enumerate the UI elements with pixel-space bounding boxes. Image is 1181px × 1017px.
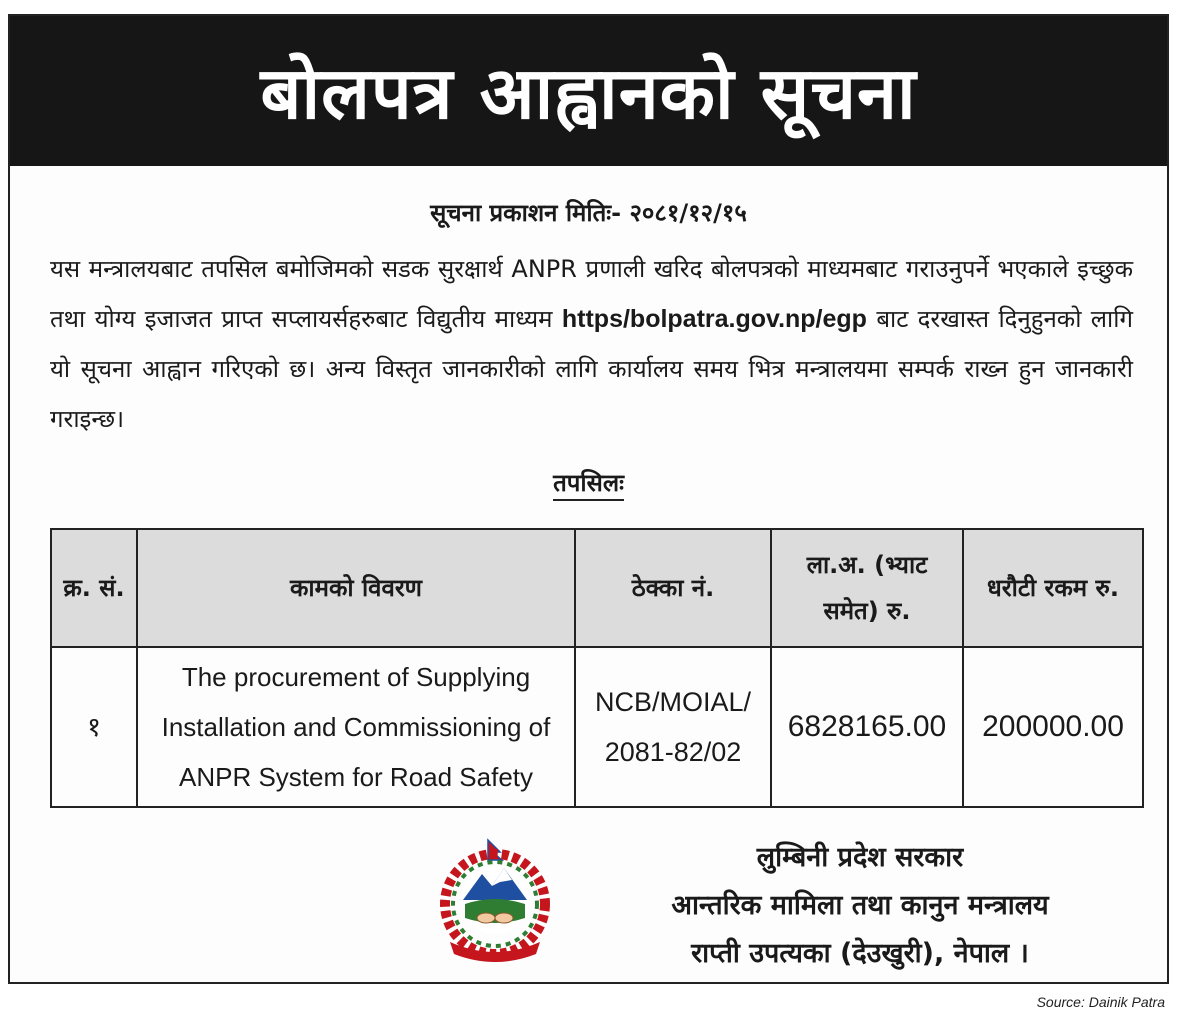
table-row [51, 647, 1143, 807]
schedule-heading-label: तपसिलः [553, 469, 624, 501]
source-note: Source: Dainik Patra [1036, 994, 1165, 1010]
work-details-table [50, 528, 1144, 808]
notice-paragraph-part2: बाट दरखास्त दिनुहुनको लागि यो सूचना आह्वान गरिएको छ। अन्य विस्तृत जानकारीको लागि कार्यालय समय भित्र मन्त्रालयमा सम्पर्क राख्न हुन जानकारी गराइन्छ। [50, 305, 1133, 433]
issuer-line-address: राप्ती उपत्यका (देउखुरी), नेपाल । [691, 938, 1029, 969]
notice-body [50, 244, 1133, 444]
cell-contract-no: NCB/MOIAL/ 2081-82/02 [575, 647, 771, 807]
issuer-line-ministry: आन्तरिक मामिला तथा कानुन मन्त्रालय [671, 890, 1049, 921]
egp-url-link[interactable]: https/bolpatra.gov.np/egp [561, 305, 867, 333]
cell-deposit: 200000.00 [963, 647, 1143, 807]
schedule-heading [10, 466, 1167, 499]
notice-frame [8, 14, 1169, 984]
cell-description: The procurement of Supplying Installation and Commissioning of ANPR System for Road Safety [137, 647, 575, 807]
cell-estimate: 6828165.00 [771, 647, 963, 807]
issuer-block [430, 834, 1150, 984]
notice-paragraph-part1: यस मन्त्रालयबाट तपसिल बमोजिमको सडक सुरक्षार्थ ANPR प्रणाली खरिद बोलपत्रको माध्यमबाट गराउनुपर्ने भएकाले इच्छुक तथा योग्य इजाजत प्राप्त सप्लायर्सहरुबाट विद्युतीय माध्यम [50, 255, 1133, 333]
issuer-office-text [580, 834, 1140, 978]
header-contract-no: ठेक्का नं. [575, 529, 771, 647]
header-deposit: धरौटी रकम रु. [963, 529, 1143, 647]
nepal-emblem-icon [430, 838, 560, 966]
notice-title: बोलपत्र आह्वानको सूचना [260, 51, 917, 135]
header-description: कामको विवरण [137, 529, 575, 647]
table-header-row [51, 529, 1143, 647]
header-estimate: ला.अ. (भ्याट समेत) रु. [771, 529, 963, 647]
header-serial: क्र. सं. [51, 529, 137, 647]
publication-date: सूचना प्रकाशन मितिः- २०८१/१२/१५ [430, 199, 747, 227]
cell-serial: १ [51, 647, 137, 807]
issuer-line-province: लुम्बिनी प्रदेश सरकार [756, 842, 964, 873]
title-banner [10, 16, 1167, 166]
